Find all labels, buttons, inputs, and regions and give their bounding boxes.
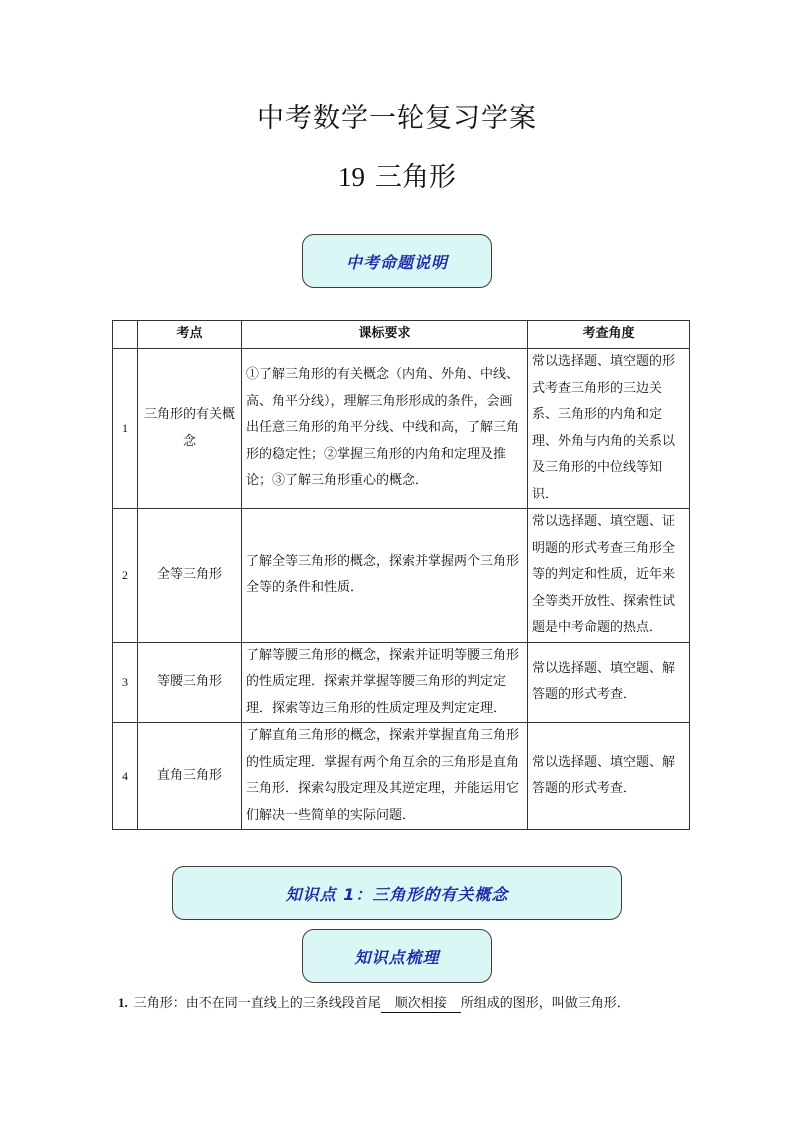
table-row: [113, 509, 690, 643]
header-index: [113, 321, 138, 349]
item-text-before: 三角形：由不在同一直线上的三条线段首尾: [133, 996, 381, 1011]
knowledge-sort-badge: 知识点梳理: [302, 929, 492, 983]
row-index: 4: [113, 723, 138, 830]
row-requirement: 了解等腰三角形的概念，探索并证明等腰三角形的性质定理．探索并掌握等腰三角形的判定定理．探索等边三角形的性质定理及判定定理．: [242, 642, 528, 723]
chapter-heading: [0, 155, 794, 194]
row-point: 等腰三角形: [138, 642, 242, 723]
row-point: 全等三角形: [138, 509, 242, 643]
row-angle: 常以选择题、填空题的形式考查三角形的三边关系、三角形的内角和定理、外角与内角的关系以及三角形的中位线等知识．: [528, 349, 690, 509]
table-row: [113, 349, 690, 509]
exam-notes-badge: 中考命题说明: [302, 234, 492, 288]
fill-blank-answer: 顺次相接: [381, 995, 461, 1013]
chapter-name: 三角形: [375, 162, 456, 193]
row-point: 直角三角形: [138, 723, 242, 830]
row-requirement: ①了解三角形的有关概念（内角、外角、中线、高、角平分线），理解三角形形成的条件，会画出任意三角形的角平分线、中线和高，了解三角形的稳定性；②掌握三角形的内角和定理及推论；③了解三角形重心的概念．: [242, 349, 528, 509]
item-number: 1.: [118, 995, 128, 1010]
header-point: 考点: [138, 321, 242, 349]
row-point: 三角形的有关概念: [138, 349, 242, 509]
item-text-after: 所组成的图形，叫做三角形．: [460, 996, 630, 1011]
row-angle: 常以选择题、填空题、解答题的形式考查．: [528, 723, 690, 830]
row-requirement: 了解直角三角形的概念，探索并掌握直角三角形的性质定理．掌握有两个角互余的三角形是直角三角形．探索勾股定理及其逆定理，并能运用它们解决一些简单的实际问题．: [242, 723, 528, 830]
header-requirement: 课标要求: [242, 321, 528, 349]
row-angle: 常以选择题、填空题、解答题的形式考查．: [528, 642, 690, 723]
exam-points-table: [112, 320, 690, 830]
table-row: [113, 642, 690, 723]
row-index: 3: [113, 642, 138, 723]
row-angle: 常以选择题、填空题、证明题的形式考查三角形全等的判定和性质，近年来全等类开放性、探索性试题是中考命题的热点．: [528, 509, 690, 643]
chapter-number: 19: [338, 162, 365, 192]
row-requirement: 了解全等三角形的概念，探索并掌握两个三角形全等的条件和性质．: [242, 509, 528, 643]
row-index: 2: [113, 509, 138, 643]
row-index: 1: [113, 349, 138, 509]
page-title: 中考数学一轮复习学案: [257, 103, 537, 134]
header-angle: 考查角度: [528, 321, 690, 349]
table-header-row: [113, 321, 690, 349]
knowledge-point-1-badge: 知识点 1：三角形的有关概念: [172, 866, 622, 920]
table-row: [113, 723, 690, 830]
definition-item-1: [118, 992, 630, 1013]
